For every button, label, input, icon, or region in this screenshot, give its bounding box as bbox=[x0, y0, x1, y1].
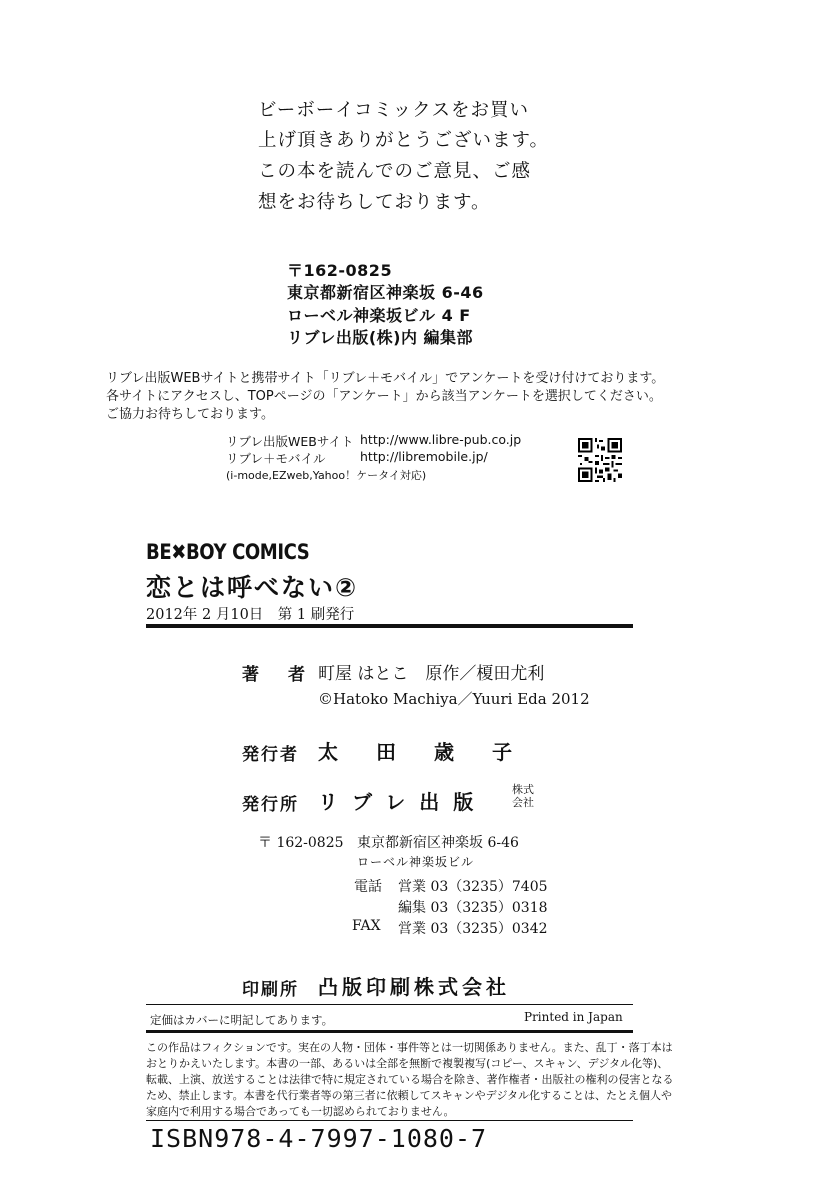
carrier-note: (i-mode,EZweb,Yahoo！ケータイ対応) bbox=[226, 469, 427, 482]
survey-line-1: リブレ出版WEBサイトと携帯サイト「リブレ＋モバイル」でアンケートを受け付けております。 bbox=[106, 371, 665, 386]
address-postal: 〒162-0825 bbox=[287, 261, 393, 280]
pub-building: ローベル神楽坂ビル bbox=[357, 855, 475, 869]
notice-line-1: この作品はフィクションです。実在の人物・団体・事件等とは一切関係ありません。また、乱丁・落丁本は bbox=[146, 1041, 673, 1054]
tel-sales: 営業 03（3235）7405 bbox=[398, 879, 548, 895]
publisher-person: 太田歳子 bbox=[318, 740, 550, 764]
address-street: 東京都新宿区神楽坂 6-46 bbox=[287, 283, 484, 302]
publisher-person-label: 発行者 bbox=[242, 745, 299, 765]
price-note: 定価はカバーに明記してあります。 bbox=[150, 1013, 334, 1027]
address-building: ローベル神楽坂ビル 4 F bbox=[287, 306, 471, 325]
copyright: ©Hatoko Machiya／Yuuri Eda 2012 bbox=[318, 690, 590, 708]
fax-label: FAX bbox=[352, 918, 381, 934]
book-title: 恋とは呼べない② bbox=[146, 573, 359, 602]
pub-address: 東京都新宿区神楽坂 6-46 bbox=[357, 835, 519, 851]
author-label: 著 者 bbox=[242, 665, 311, 685]
thin-rule bbox=[146, 1004, 633, 1005]
printer-name: 凸版印刷株式会社 bbox=[318, 975, 510, 999]
kabushiki-top: 株式 bbox=[512, 783, 534, 796]
notice-line-5: 家庭内で利用する場合であっても一切認められておりません。 bbox=[146, 1105, 455, 1118]
isbn: ISBN978-4-7997-1080-7 bbox=[150, 1124, 488, 1153]
tel-editorial: 編集 03（3235）0318 bbox=[398, 900, 548, 916]
notice-line-4: ため、禁止します。本書を代行業者等の第三者に依頼してスキャンやデジタル化することは、たとえ個人や bbox=[146, 1089, 673, 1102]
qr-code-icon bbox=[578, 438, 622, 482]
message-line-1: ビーボーイコミックスをお買い bbox=[258, 100, 529, 121]
tel-label: 電話 bbox=[354, 879, 382, 895]
notice-line-2: おとりかえいたします。本書の一部、あるいは全部を無断で複製複写(コピー、スキャン、デジタル化等)、 bbox=[146, 1057, 669, 1070]
message-line-4: 想をお待ちしております。 bbox=[258, 192, 491, 213]
survey-line-3: ご協力お待ちしております。 bbox=[106, 407, 274, 422]
legal-notice-box bbox=[146, 1030, 674, 1121]
mobile-label: リブレ＋モバイル bbox=[226, 451, 326, 466]
publication-date: 2012年 2 月10日 第 1 刷発行 bbox=[146, 607, 355, 623]
printed-in-japan: Printed in Japan bbox=[524, 1010, 623, 1024]
series-name: BE✖BOY COMICS bbox=[146, 540, 310, 564]
author-name: 町屋 はとこ 原作／榎田尤利 bbox=[318, 664, 545, 684]
kabushiki-bottom: 会社 bbox=[512, 796, 534, 809]
publisher-name: リブレ出版 bbox=[318, 790, 488, 814]
mobile-url[interactable]: http://libremobile.jp/ bbox=[360, 449, 488, 464]
heavy-rule bbox=[146, 624, 633, 628]
printer-label: 印刷所 bbox=[242, 980, 299, 1000]
publisher-label: 発行所 bbox=[242, 795, 299, 815]
address-dept: リブレ出版(株)内 編集部 bbox=[287, 328, 474, 347]
message-line-2: 上げ頂きありがとうございます。 bbox=[258, 130, 550, 151]
fax-sales: 営業 03（3235）0342 bbox=[398, 921, 548, 937]
survey-line-2: 各サイトにアクセスし、TOPページの「アンケート」から該当アンケートを選択してください。 bbox=[106, 389, 662, 404]
web-url[interactable]: http://www.libre-pub.co.jp bbox=[360, 432, 522, 447]
web-label: リブレ出版WEBサイト bbox=[226, 434, 354, 449]
pub-postal: 〒 162-0825 bbox=[258, 835, 344, 851]
message-line-3: この本を読んでのご意見、ご感 bbox=[258, 161, 532, 182]
notice-line-3: 転載、上演、放送することは法律で特に規定されている場合を除き、著作権者・出版社の権利の侵害となる bbox=[146, 1073, 674, 1086]
